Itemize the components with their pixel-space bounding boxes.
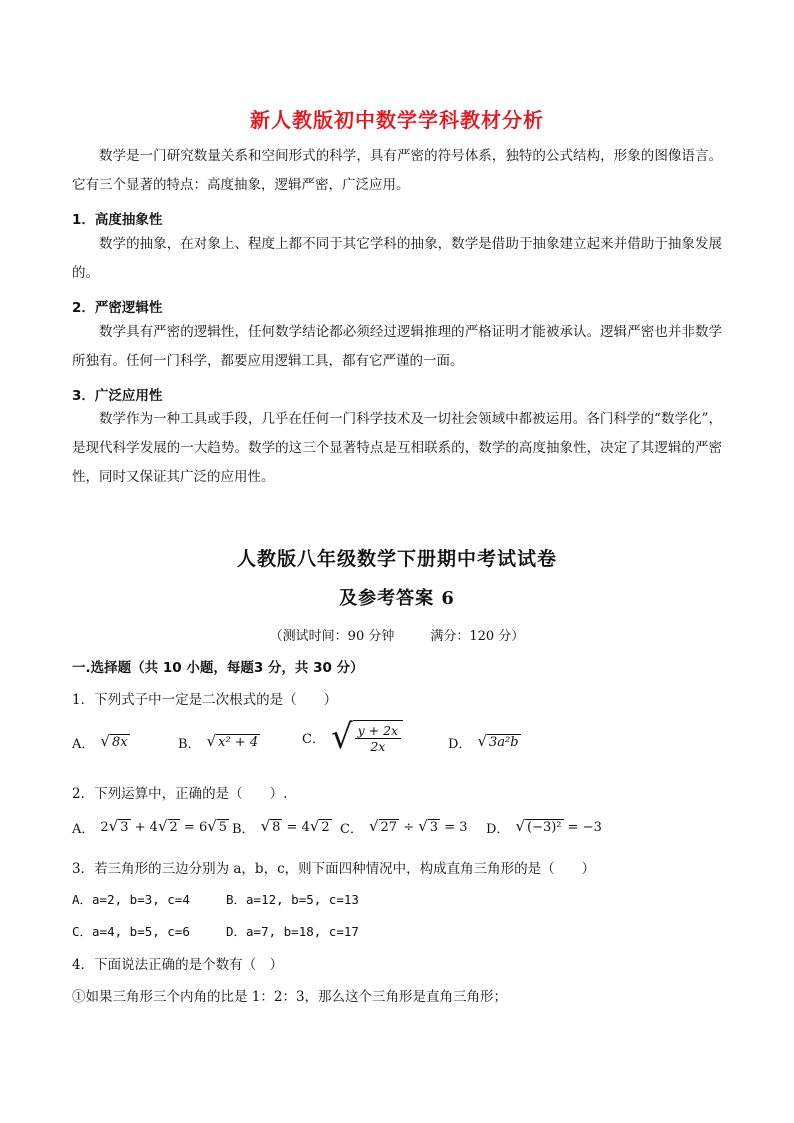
question-1-stem: 1．下列式子中一定是二次根式的是（ ） (72, 692, 338, 708)
section-choice-heading: 一.选择题（共 10 小题，每题3 分，共 30 分） (72, 660, 364, 676)
q2-option-c: C． √ 27 ÷ √ 3 = 3 (340, 817, 468, 837)
exam-title-line2: 及参考答案 6 (339, 588, 455, 609)
question-3-stem: 3．若三角形的三边分别为 a，b，c，则下面四种情况中，构成直角三角形的是（ ） (72, 861, 596, 877)
question-2-stem: 2．下列运算中，正确的是（ ）. (72, 786, 288, 802)
q1-option-d: D． √ 3a²b (448, 732, 519, 752)
question-4-stem: 4．下面说法正确的是个数有（ ） (72, 957, 284, 973)
q3-option-a: A．a=2, b=3, c=4 (72, 892, 190, 907)
q3-option-c: C．a=4, b=5, c=6 (72, 924, 190, 939)
section-heading-1: 1．高度抽象性 (72, 212, 163, 228)
question-4-item-1: ①如果三角形三个内角的比是 1：2：3，那么这个三角形是直角三角形； (72, 989, 508, 1005)
section-heading-3: 3．广泛应用性 (72, 388, 163, 404)
q2-option-a: A． 2 √ 3 + 4 √ 2 = 6 √ 5 (72, 817, 228, 837)
intro-paragraph: 数学是一门研究数量关系和空间形式的科学，具有严密的符号体系，独特的公式结构，形象的图像语言。它有三个显著的特点：高度抽象，逻辑严密，广泛应用。 (72, 148, 722, 193)
exam-time: （测试时间：90 分钟 (269, 629, 395, 644)
q3-option-d: D．a=7, b=18, c=17 (226, 924, 359, 939)
q2-option-b: B． √ 8 = 4 √ 2 (232, 817, 330, 837)
q2-option-d: D． √ (−3)² = −3 (486, 817, 602, 837)
exam-info (0, 625, 794, 644)
exam-score: 满分：120 分） (430, 629, 525, 644)
section-text-1: 数学的抽象，在对象上、程度上都不同于其它学科的抽象，数学是借助于抽象建立起来并借助于抽象发展的。 (72, 236, 722, 281)
q1-option-a: A． √ 8x (72, 732, 128, 752)
section-heading-2: 2．严密逻辑性 (72, 300, 163, 316)
section-text-2: 数学具有严密的逻辑性，任何数学结论都必须经过逻辑推理的严格证明才能被承认。逻辑严密也并非数学所独有。任何一门科学，都要应用逻辑工具，都有它严谨的一面。 (72, 324, 722, 369)
q1-option-b: B． √ x² + 4 (178, 732, 259, 752)
q3-option-b: B．a=12, b=5, c=13 (226, 892, 359, 907)
page-title: 新人教版初中数学学科教材分析 (250, 108, 544, 132)
section-text-3: 数学作为一种工具或手段，几乎在任何一门科学技术及一切社会领域中都被运用。各门科学的“数学化”，是现代科学发展的一大趋势。数学的这三个显著特点是互相联系的，数学的高度抽象性，决定了其逻辑的严密性，同时又保证其广泛的应用性。 (72, 411, 722, 485)
exam-title-line1: 人教版八年级数学下册期中考试试卷 (236, 548, 557, 570)
q1-option-c: C． √ $\frac{y + 2x}{2x}$ (302, 720, 403, 754)
